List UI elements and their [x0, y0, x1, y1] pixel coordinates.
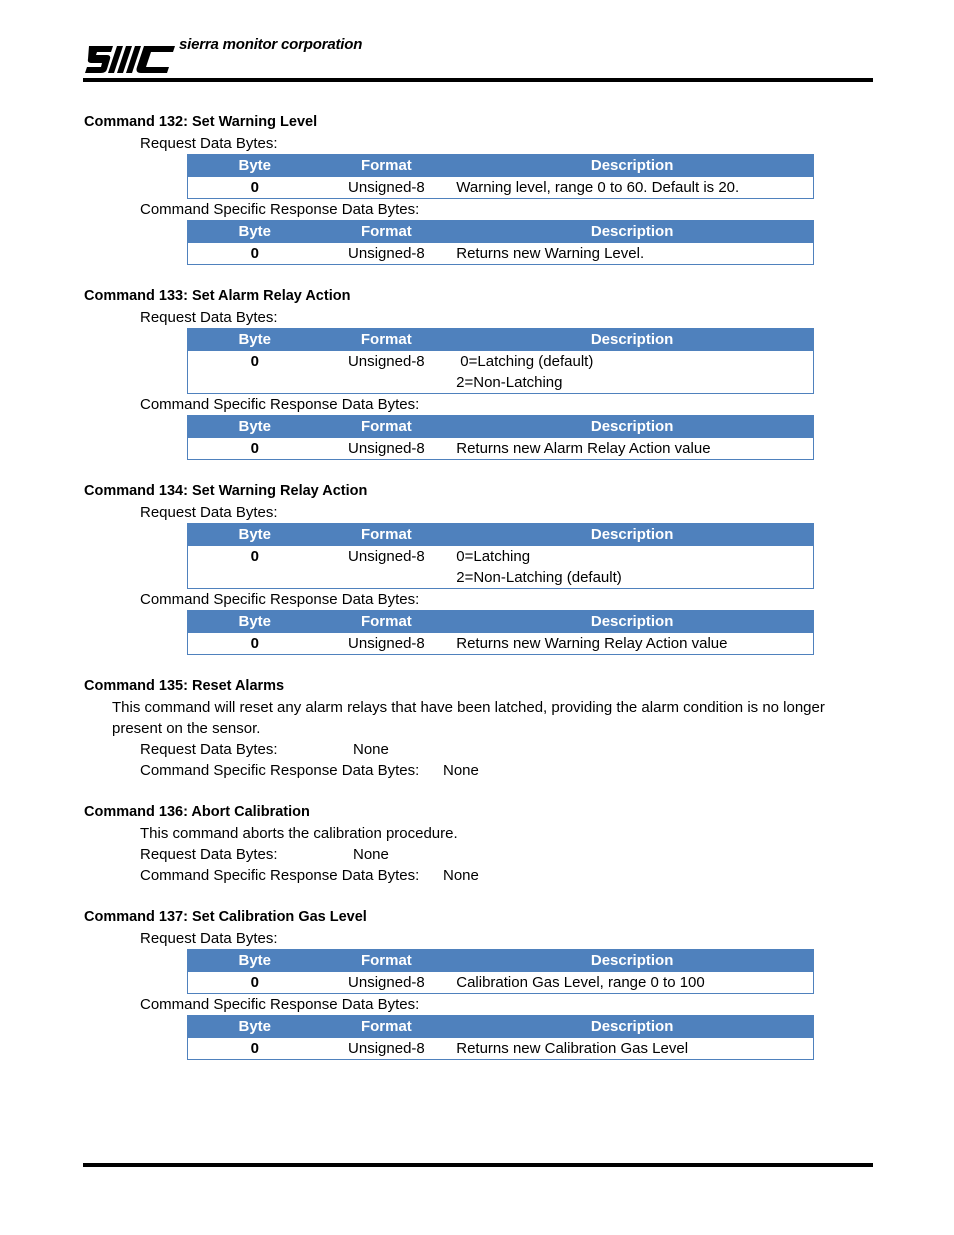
table-row	[188, 546, 814, 589]
response-value: None	[443, 867, 479, 884]
table-row	[188, 972, 814, 994]
description-cell	[451, 243, 813, 265]
request-table	[187, 154, 814, 199]
header-format: Format	[322, 524, 452, 547]
response-label: Command Specific Response Data Bytes:	[140, 867, 420, 884]
document-body	[84, 112, 874, 1060]
description-cell	[451, 351, 813, 394]
description-cell	[451, 1038, 813, 1060]
format-cell: Unsigned-8	[321, 351, 451, 394]
description-line: 0=Latching	[456, 548, 531, 565]
description-cell	[451, 546, 813, 589]
description-cell	[451, 972, 813, 994]
smc-logo-icon	[83, 40, 175, 74]
response-table	[187, 220, 814, 265]
command-title: Command 132: Set Warning Level	[84, 114, 318, 130]
request-label: Request Data Bytes:	[140, 930, 278, 947]
command-137-section	[84, 907, 874, 1060]
format-cell: Unsigned-8	[322, 633, 452, 655]
company-name: sierra monitor corporation	[179, 36, 363, 53]
header-byte: Byte	[188, 221, 322, 244]
request-label: Request Data Bytes:	[140, 741, 278, 758]
response-label: Command Specific Response Data Bytes:	[140, 201, 420, 218]
format-cell: Unsigned-8	[322, 177, 452, 199]
description-cell	[451, 438, 813, 460]
response-label: Command Specific Response Data Bytes:	[140, 396, 420, 413]
header-format: Format	[322, 950, 452, 973]
header-byte: Byte	[188, 1016, 322, 1039]
table-row	[188, 633, 814, 655]
format-cell: Unsigned-8	[322, 972, 452, 994]
command-134-section	[84, 481, 874, 655]
byte-cell: 0	[188, 546, 322, 589]
table-row	[188, 177, 814, 199]
description-line: 2=Non-Latching (default)	[456, 569, 622, 586]
header-description: Description	[451, 221, 813, 244]
header-byte: Byte	[188, 416, 322, 439]
request-table	[187, 949, 814, 994]
request-row	[84, 844, 874, 865]
format-cell: Unsigned-8	[322, 546, 452, 589]
description-line: Returns new Calibration Gas Level	[456, 1040, 689, 1057]
format-cell: Unsigned-8	[322, 438, 452, 460]
description-cell	[451, 177, 813, 199]
header-description: Description	[451, 329, 813, 352]
header-format: Format	[321, 329, 451, 352]
format-cell: Unsigned-8	[322, 243, 452, 265]
byte-cell: 0	[188, 351, 322, 394]
response-row	[84, 865, 874, 886]
byte-cell: 0	[188, 972, 322, 994]
command-135-section	[84, 676, 874, 781]
byte-cell: 0	[188, 1038, 322, 1060]
byte-cell: 0	[188, 438, 322, 460]
response-label: Command Specific Response Data Bytes:	[140, 762, 420, 779]
response-label: Command Specific Response Data Bytes:	[140, 591, 420, 608]
request-label: Request Data Bytes:	[140, 846, 278, 863]
header-byte: Byte	[188, 611, 322, 634]
description-text: This command will reset any alarm relays that have been latched, providing the alarm condition is no longer	[112, 699, 825, 716]
header-byte: Byte	[188, 329, 322, 352]
header-format: Format	[322, 416, 452, 439]
byte-cell: 0	[188, 243, 322, 265]
command-title: Command 136: Abort Calibration	[84, 804, 310, 820]
footer-rule	[83, 1163, 873, 1167]
header-description: Description	[451, 1016, 813, 1039]
header-byte: Byte	[188, 950, 322, 973]
request-table	[187, 328, 814, 394]
header-description: Description	[451, 416, 813, 439]
table-row	[188, 243, 814, 265]
command-title: Command 134: Set Warning Relay Action	[84, 483, 368, 499]
header-format: Format	[322, 611, 452, 634]
response-value: None	[443, 762, 479, 779]
header-description: Description	[451, 524, 813, 547]
header-byte: Byte	[188, 524, 322, 547]
description-line: 2=Non-Latching	[456, 374, 563, 391]
header-description: Description	[451, 950, 813, 973]
description-line: Returns new Warning Relay Action value	[456, 635, 728, 652]
response-label: Command Specific Response Data Bytes:	[140, 996, 420, 1013]
command-133-section	[84, 286, 874, 460]
request-value: None	[353, 846, 389, 863]
response-table	[187, 415, 814, 460]
header-rule	[83, 78, 873, 82]
header-byte: Byte	[188, 155, 322, 178]
description-cell	[451, 633, 813, 655]
header-format: Format	[322, 221, 452, 244]
description-line: Calibration Gas Level, range 0 to 100	[456, 974, 705, 991]
command-title: Command 133: Set Alarm Relay Action	[84, 288, 351, 304]
description-line: Returns new Alarm Relay Action value	[456, 440, 711, 457]
description-line: 0=Latching (default)	[456, 353, 594, 370]
byte-cell: 0	[188, 633, 322, 655]
table-row	[188, 438, 814, 460]
header-format: Format	[322, 1016, 452, 1039]
description-line: Returns new Warning Level.	[456, 245, 645, 262]
request-label: Request Data Bytes:	[140, 309, 278, 326]
table-row	[188, 351, 814, 394]
command-title: Command 135: Reset Alarms	[84, 678, 285, 694]
request-value: None	[353, 741, 389, 758]
page-header	[83, 36, 873, 82]
request-row	[84, 739, 874, 760]
command-132-section	[84, 112, 874, 265]
description-text: This command aborts the calibration procedure.	[140, 825, 458, 842]
byte-cell: 0	[188, 177, 322, 199]
format-cell: Unsigned-8	[322, 1038, 452, 1060]
description-line: Warning level, range 0 to 60. Default is 20.	[456, 179, 740, 196]
table-row	[188, 1038, 814, 1060]
description-text: present on the sensor.	[112, 720, 261, 737]
response-table	[187, 1015, 814, 1060]
command-136-section	[84, 802, 874, 886]
response-row	[84, 760, 874, 781]
request-label: Request Data Bytes:	[140, 135, 278, 152]
header-description: Description	[451, 155, 813, 178]
header-format: Format	[322, 155, 452, 178]
request-label: Request Data Bytes:	[140, 504, 278, 521]
response-table	[187, 610, 814, 655]
request-table	[187, 523, 814, 589]
header-description: Description	[451, 611, 813, 634]
command-title: Command 137: Set Calibration Gas Level	[84, 909, 367, 925]
